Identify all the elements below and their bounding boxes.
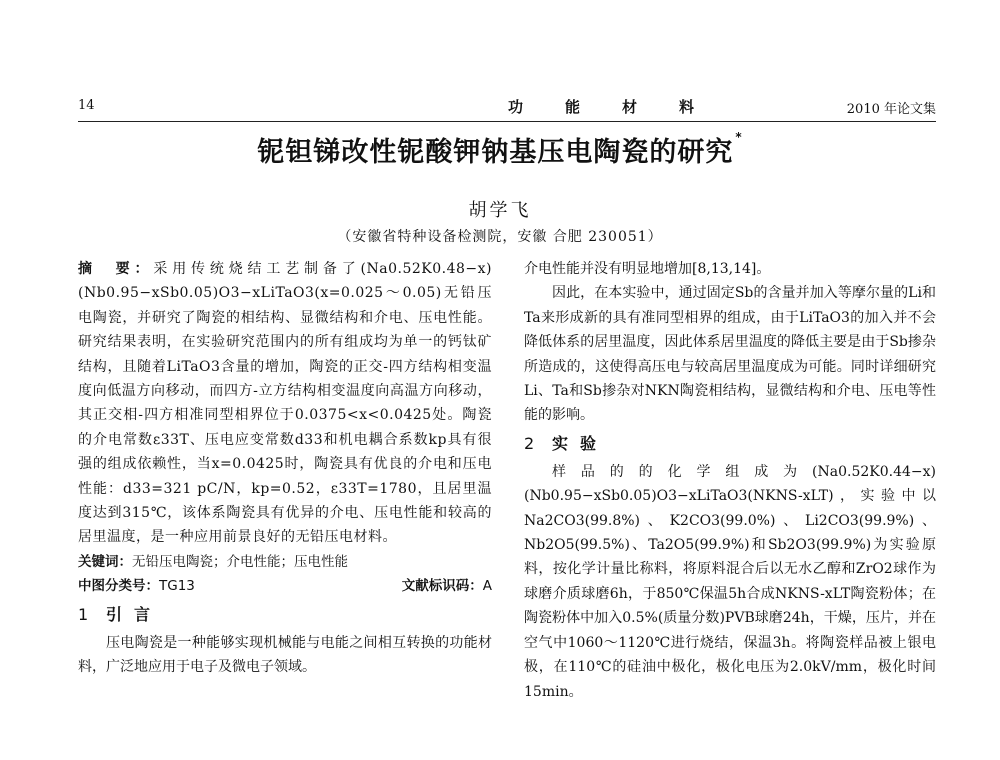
section-1-number: 1 [78,604,89,624]
keywords-text: 无铅压电陶瓷；介电性能；压电性能 [132,553,348,570]
paper-title-text: 铌钽锑改性铌酸钾钠基压电陶瓷的研究 [257,137,734,168]
right-column [524,257,936,704]
section-1-heading [78,601,492,629]
author-name: 胡学飞 [468,200,532,221]
clc-value: TG13 [159,578,195,595]
title-footnote-mark: * [735,130,743,144]
running-header [78,96,936,120]
clc-label: 中图分类号： [78,578,159,595]
keywords [78,550,492,574]
classification-line [78,574,492,598]
header-rule [78,121,936,122]
continued-paragraph: 介电性能并没有明显地增加[8,13,14]。 [524,261,771,277]
author-affiliation: （安徽省特种设备检测院，安徽 合肥 230051） [337,229,663,245]
experiment-paragraph: 样品的的化学组成为(Na0.52K0.44−x)(Nb0.95−xSb0.05)O3−xLiTaO3(NKNS-xLT)，实验中以Na2CO3(99.8%)、K2CO3(99.0%)、Li2CO3(99.9%)、Nb2O5(99.5%)、Ta2O5(99.9%)和Sb2O3(99.9%)为实验原料，按化学计量比称料，将原料混合后以无水乙醇和ZrO2球作为球磨介质球磨6h，于850℃保温5h合成NKNS-xLT陶瓷粉体；在陶瓷粉体中加入0.5%(质量分数)PVB球磨24h，干燥，压片，并在空气中1060～1120℃进行烧结，保温3h。将陶瓷样品被上银电极，在110℃的硅油中极化，极化电压为2.0kV/mm，极化时间15min。 [524,463,936,700]
method-paragraph: 因此，在本实验中，通过固定Sb的含量并加入等摩尔量的Li和Ta来形成新的具有准同型相界的组成，由于LiTaO3的加入并不会降低体系的居里温度，因此体系居里温度的降低主要是由于Sb掺杂所造成的，这使得高压电与较高居里温度成为可能。同时详细研究Li、Ta和Sb掺杂对NKN陶瓷相结构，显微结构和介电、压电等性能的影响。 [524,285,936,424]
doc-value: A [482,578,492,595]
doc-code [402,574,492,598]
keywords-label: 关键词： [78,553,132,570]
section-2-heading [524,430,936,458]
journal-name: 功能材料 [508,98,737,116]
section-2-number: 2 [524,433,535,453]
doc-label: 文献标识码： [401,578,483,595]
page-number: 14 [78,98,95,113]
abstract-label: 摘 要： [78,261,154,277]
issue-label: 2010 年论文集 [846,102,936,117]
abstract [78,257,492,550]
paper-title [0,130,1000,169]
left-column [78,257,492,679]
section-1-title: 引言 [106,604,163,624]
section-2-title: 实验 [552,433,609,453]
intro-paragraph: 压电陶瓷是一种能够实现机械能与电能之间相互转换的功能材料，广泛地应用于电子及微电子领域。 [78,634,492,676]
abstract-text: 采用传统烧结工艺制备了(Na0.52K0.48−x)(Nb0.95−xSb0.05)O3−xLiTaO3(x=0.025～0.05)无铅压电陶瓷，并研究了陶瓷的相结构、显微结构和介电、压电性能。研究结果表明，在实验研究范围内的所有组成均为单一的钙钛矿结构，且随着LiTaO3含量的增加，陶瓷的正交-四方结构相变温度向低温方向移动，而四方-立方结构相变温度向高温方向移动，其正交相-四方相准同型相界位于0.0375<x<0.0425处。陶瓷的介电常数ε33T、压电应变常数d33和机电耦合系数kp具有很强的组成依赖性，当x=0.0425时，陶瓷具有优良的介电和压电性能：d33=321 pC/N，kp=0.52，ε33T=1780，且居里温度达到315℃，该体系陶瓷具有优异的介电、压电性能和较高的居里温度，是一种应用前景良好的无铅压电材料。 [78,261,493,546]
